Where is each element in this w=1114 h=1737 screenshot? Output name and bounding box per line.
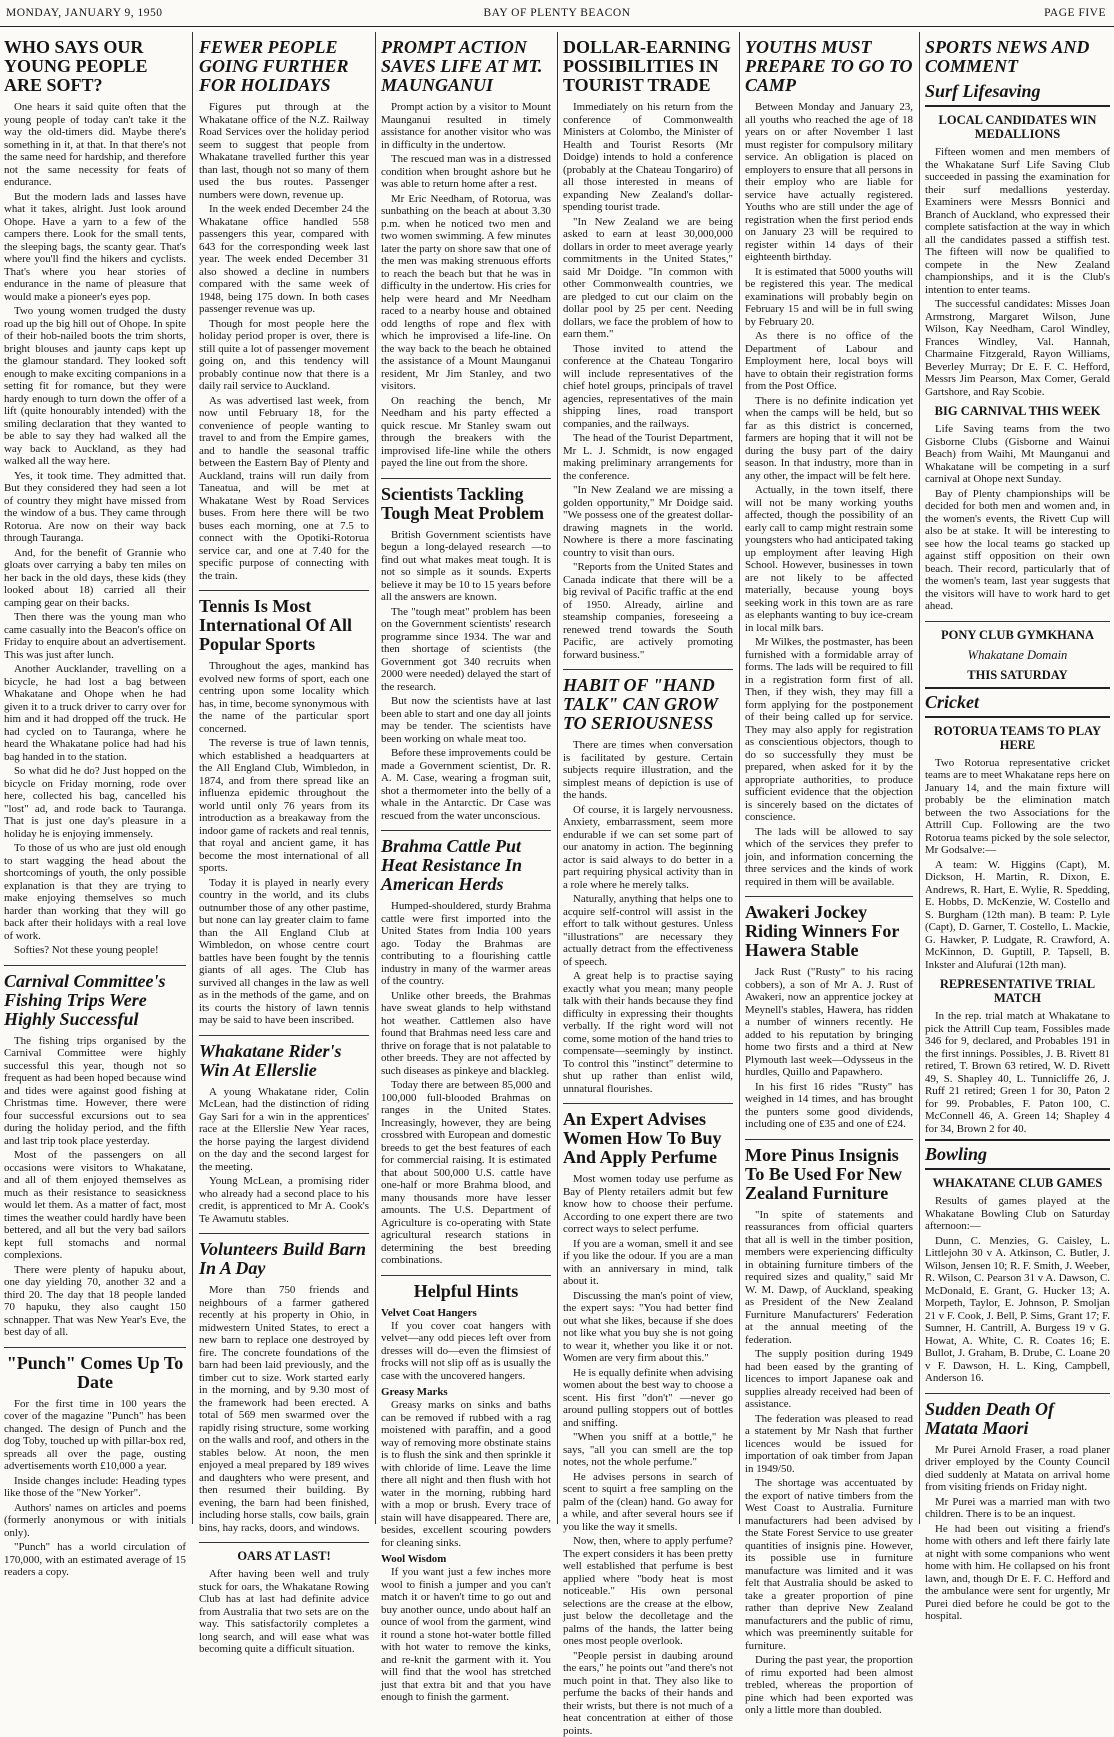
headline: ROTORUA TEAMS TO PLAY HERE: [925, 724, 1110, 752]
paragraph: The "tough meat" problem has been on the Government scientists' research programme since 1934. The war and then shortage of scientists (the Government got 340 recruits when 2000 were needed) delayed the start of the research.: [381, 606, 551, 694]
article-body: [563, 101, 733, 661]
paragraph: Of course, it is largely nervousness. Anxiety, embarrassment, seem more endurable if we can set some part of our anatomy in action. The beginning actor is said always to do better in a part requiring physical activity than in a role where he merely talks.: [563, 804, 733, 892]
paragraph: The fishing trips organised by the Carnival Committee were highly successful this year, though not so frequent as had been hoped because wind and tides were against good fishing at Christmas time. However, there were four successful excursions out to sea during the holiday period, and the fifth and last trip took place yesterday.: [4, 1035, 186, 1148]
paragraph: He advises persons in search of scent to squirt a free sampling on the palm of the (clean) hand. Go away for a while, and after several hours see if you like the way it smells.: [563, 1471, 733, 1534]
paragraph: "In spite of statements and reassurances from official quarters that all is well in the timber position, members were experiencing difficulty in obtaining furniture timbers of the required sizes and quality," said Mr W. M. Dawp, of Auckland, speaking as President of the New Zealand Furniture Manufacturers' Federation at the annual meeting of the federation.: [745, 1209, 913, 1347]
article-divider: [563, 1103, 733, 1104]
article-body: [199, 660, 369, 1027]
paragraph: Prompt action by a visitor to Mount Maunganui resulted in timely assistance for another visitor who was in difficulty in the undertow.: [381, 101, 551, 151]
paragraph: "Reports from the United States and Canada indicate that there will be a big revival of Pacific traffic at the end of 1950. Already, airline and steamship companies, foreseeing a renewed trend towards the South Pacific, are actively promoting forward business.": [563, 561, 733, 661]
column-6: [925, 32, 1110, 1524]
paragraph: He had been out visiting a friend's home with others and left there fairly late at night with some companions who went home with him. He collapsed on his front lawn, and, though Dr E. F. C. Hefford and the ambulance were sent for urgently, Mr Purei died before he could be got to the hospital.: [925, 1523, 1110, 1623]
notice-title: PONY CLUB GYMKHANA: [925, 628, 1110, 642]
subheading: Wool Wisdom: [381, 1553, 551, 1565]
headline: WHAKATANE CLUB GAMES: [925, 1176, 1110, 1190]
section-rule: [925, 687, 1110, 689]
headline: Brahma Cattle Put Heat Resistance In American Herds: [381, 837, 551, 894]
article-body: [381, 101, 551, 470]
paragraph: Figures put through at the Whakatane office of the N.Z. Railway Road Services over the holiday period seem to suggest that people from Whakatane travelled further this year than last, though not so many of them used the bus routes. Passenger numbers were down, revenue up.: [199, 101, 369, 201]
article-body: [4, 101, 186, 957]
paragraph: Jack Rust ("Rusty" to his racing cobbers), a son of Mr A. J. Rust of Awakeri, now an apprentice jockey at Meynell's stables, Hawera, has ridden a number of winners recently. He added to his reputation by bringing home two firsts and a third at New Plymouth last week—Odysseus in the hurdles, Quillo and Papawhero.: [745, 966, 913, 1079]
section-heading: Bowling: [925, 1145, 1110, 1164]
subheading: Greasy Marks: [381, 1386, 551, 1398]
article-tourist-trade: [563, 38, 733, 661]
article-body: [381, 900, 551, 1267]
headline: WHO SAYS OUR YOUNG PEOPLE ARE SOFT?: [4, 38, 186, 95]
paragraph: If you cover coat hangers with velvet—any odd pieces left over from dresses will do—even the flimsiest of frocks will not slip off as is usually the case with the uncovered hangers.: [381, 1320, 551, 1383]
paragraph: The rescued man was in a distressed condition when brought ashore but he was able to return home after a rest.: [381, 153, 551, 191]
column-rule: [919, 32, 920, 1524]
column-5: [745, 32, 913, 1524]
headline: OARS AT LAST!: [199, 1549, 369, 1563]
article-body: [745, 1209, 913, 1717]
paragraph: And, for the benefit of Grannie who gloats over carrying a baby ten miles on her back in the old days, these kids (they looked about 18) carried all their camping gear on their backs.: [4, 547, 186, 610]
article-divider: [199, 1233, 369, 1234]
paragraph: After having been well and truly stuck for oars, the Whakatane Rowing Club has at last had definite advice from Australia that two sets are on the way. This satisfactorily completes a long search, and will ease what was becoming quite a difficult situation.: [199, 1568, 369, 1656]
paragraph: Bay of Plenty championships will be decided for both men and women and, in the women's events, the Rivett Cup will also be at stake. It will be interesting to see how the local teams go stacked up against stiff opposition on their own beach. Their record, particularly that of the women's team, last year suggests that the visitors will have to work hard to get ahead.: [925, 488, 1110, 613]
paragraph: For the first time in 100 years the cover of the magazine "Punch" has been changed. The design of Punch and the dog Toby, touched up with pillar-box red, spreads all over the page, ousting advertisements worth £10,000 a year.: [4, 1398, 186, 1473]
headline: Awakeri Jockey Riding Winners For Hawera Stable: [745, 903, 913, 960]
headline: Helpful Hints: [381, 1282, 551, 1301]
paragraph: Two Rotorua representative cricket teams are to meet Whakatane reps here on January 14, and the main fixture will probably be the elimination match between the two Associations for the Attrill Cup. Following are the two Rotorua teams picked by the sole selector, Mr Godsalve:—: [925, 757, 1110, 857]
paragraph: It is estimated that 5000 youths will be registered this year. The medical examinations will probably begin on February 15 and will be in full swing by February 20.: [745, 266, 913, 329]
article-body: [4, 1035, 186, 1339]
gymkhana-notice: [925, 628, 1110, 682]
paragraph: Another Aucklander, travelling on a bicycle, he had lost a bag between Whakatane and Ohope when he had given it to a truck driver to carry over for him and it had dropped off the truck. He had cycled on to Tauranga, where he heard the Whakatane police had had his bag handed in to the station.: [4, 663, 186, 763]
subheading: Velvet Coat Hangers: [381, 1307, 551, 1319]
paragraph: As there is no office of the Department of Labour and Employment here, local boys will have to obtain their registration forms from the Post Office.: [745, 330, 913, 393]
article-pinus-insignis: [745, 1146, 913, 1717]
article-camp: [745, 38, 913, 888]
paragraph: Mr Purei was a married man with two children. There is to be an inquest.: [925, 1496, 1110, 1521]
paragraph: There is no definite indication yet when the camps will be held, but so far as this district is concerned, farmers are hoping that it will not be during the busy part of the dairy season. In that industry, more than in any other, the impact will be felt here.: [745, 395, 913, 483]
paragraph: But the modern lads and lasses have what it takes, alright. Just look around Ohope. Have a yarn to a few of the campers there. Look for the small tents, the sleeping bags, the scanty gear. That's where you'll find the hikers and cyclists. That's where you hear stories of endurance in the name of pleasure that would make a pioneer's eyes pop.: [4, 191, 186, 304]
paragraph: A great help is to practise saying exactly what you mean; many people talk with their hands because they find difficulty in expressing their thoughts verbally. If the right word will not come, some motion of the hand tries to compensate—seemingly by instinct. To control this "instinct" determine to shut up rather than enlist wild, unnatural flourishes.: [563, 970, 733, 1095]
article-divider: [4, 1347, 186, 1348]
article-body: [563, 1173, 733, 1737]
article-divider: [199, 590, 369, 591]
headline: Whakatane Rider's Win At Ellerslie: [199, 1042, 369, 1080]
headline: More Pinus Insignis To Be Used For New Zealand Furniture: [745, 1146, 913, 1203]
headline: Tennis Is Most International Of All Popular Sports: [199, 597, 369, 654]
paragraph: Immediately on his return from the conference of Commonwealth Ministers at Colombo, the Minister of Health and Tourist Resorts (Mr Doidge) intends to hold a conference (probably at the Chateau Tongariro) of all those interested in means of expanding New Zealand's dollar-spending tourist trade.: [563, 101, 733, 214]
paragraph: Then there was the young man who came casually into the Beacon's office on Friday to enquire about an advertisement. This was just after lunch.: [4, 611, 186, 661]
paragraph: Today it is played in nearly every country in the world, and its clubs outnumber those of any other pastime, but none can lay greater claim to fame than the All England Club at Wimbledon, on whose centre court battles have been fought by the tennis giants of all ages. The Club has survived all changes in the law as well as in the methods of the game, and on its courts the history of lawn tennis may be said to have been inscribed.: [199, 877, 369, 1027]
headline: FEWER PEOPLE GOING FURTHER FOR HOLIDAYS: [199, 38, 369, 95]
paragraph: To those of us who are just old enough to start wagging the head about the shortcomings of youth, the only possible explanation is that they are trying to make enjoying themselves so much harder than working that they will go back after their holidays with a real love of work.: [4, 842, 186, 942]
paragraph: "Punch" has a world circulation of 170,000, with an estimated average of 15 readers a copy.: [4, 1541, 186, 1579]
headline: An Expert Advises Women How To Buy And Apply Perfume: [563, 1110, 733, 1167]
article-holidays: [199, 38, 369, 582]
paragraph: Life Saving teams from the two Gisborne Clubs (Gisborne and Wainui Beach) from Waihi, Mt Maunganui and Whakatane will be competing in a surf carnival at Ohope next Sunday.: [925, 423, 1110, 486]
paragraph: In the rep. trial match at Whakatane to pick the Attrill Cup team, Fossibles made 346 for 9, declared, and Probables 191 in the first innings. Possibles, J. B. Rivett 81 retired, T. Brown 63 retired, W. D. Rivett 49, S. Shapley 40, L. Tunnicliffe 26, J. Ruff 21 retired; Green 1 for 30, Paton 2 for 99. Probables, F. Paton 100, C. McConnell 46, A. Green 14; Shapley 4 for 34, Brown 2 for 40.: [925, 1010, 1110, 1135]
section-rule: [925, 1168, 1110, 1170]
column-rule: [557, 32, 558, 1524]
paragraph: There were plenty of hapuku about, one day yielding 70, another 32 and a third 20. The day that 18 people landed 70 hapuku, they also caught 150 schnapper. That was New Year's Eve, the best day of all.: [4, 1264, 186, 1339]
article-sudden-death: [925, 1400, 1110, 1623]
headline: Carnival Committee's Fishing Trips Were Highly Successful: [4, 972, 186, 1029]
article-young-people: [4, 38, 186, 957]
paragraph: "In New Zealand we are missing a golden opportunity," Mr Doidge said. "We possess one of the greatest dollar-drawing magnets in the world. Nowhere is there a more fascinating country to visit than ours.: [563, 484, 733, 559]
section-title: SPORTS NEWS AND COMMENT: [925, 38, 1110, 76]
paragraph: Now, then, where to apply perfume? The expert considers it has been pretty well established that perfume is best applied where "body heat is most noticeable." His own personal selections are the crease at the elbow, just below the decolletage and the palms of the hands, the latter being ones most people overlook.: [563, 1535, 733, 1648]
paragraph: Between Monday and January 23, all youths who reached the age of 18 years on or after November 1 last must register for compulsory military service. An obligation is placed on employers to ensure that all persons in their employ who are liable for service have actually registered. Youths who are still under the age of registration when the first period ends on January 23 will be required to register within 14 days of their eighteenth birthday.: [745, 101, 913, 264]
article-divider: [925, 1393, 1110, 1394]
paragraph: If you want just a few inches more wool to finish a jumper and you can't match it or haven't time to go out and buy another ounce, undo about half an ounce of wool from the garment, wind it round a stone hot-water bottle filled with hot water to remove the kinks, and re-knit the garment with it. You will find that the wool has stretched just that extra bit and that you have enough to finish the garment.: [381, 1566, 551, 1704]
article-body: [381, 529, 551, 823]
article-divider: [563, 669, 733, 670]
section-heading: Cricket: [925, 693, 1110, 712]
headline: LOCAL CANDIDATES WIN MEDALLIONS: [925, 113, 1110, 141]
article-body: [745, 966, 913, 1131]
issue-date: MONDAY, JANUARY 9, 1950: [6, 7, 162, 19]
paragraph: The supply position during 1949 had been eased by the granting of licences to import Japanese oak and supplies already received had been of assistance.: [745, 1348, 913, 1411]
paragraph: Actually, in the town itself, there will not be many working youths affected, though the possibility of an early call to camp might restrain some youngsters who had anticipated taking up employment after leaving High School. However, businesses in town are not likely to be affected materially, because young boys seeking work in this town are as rare as elephants wanting to buy ice-cream in local milk bars.: [745, 484, 913, 634]
paragraph: But now the scientists have at last been able to start and one day all joints may be tender. The scientists have been working on whale meat too.: [381, 695, 551, 745]
notice-date: THIS SATURDAY: [925, 668, 1110, 682]
headline: DOLLAR-EARNING POSSIBILITIES IN TOURIST TRADE: [563, 38, 733, 95]
column-1: [4, 32, 186, 1524]
section-rule: [925, 105, 1110, 107]
article-body: [925, 1010, 1110, 1135]
paragraph: If you are a woman, smell it and see if you like the odour. If you are a man with an anniversary in mind, talk about it.: [563, 1238, 733, 1288]
article-divider: [199, 1542, 369, 1543]
article-medallions: [925, 113, 1110, 398]
paragraph: Though for most people here the holiday period proper is over, there is still quite a lot of passenger movement going on, and this tendency will probably continue now that there is a daily rail service to Auckland.: [199, 318, 369, 393]
article-body: [199, 101, 369, 582]
column-rule: [192, 32, 193, 1524]
section-rule: [925, 716, 1110, 718]
paragraph: Young McLean, a promising rider who already had a second place to his credit, is apprenticed to Mr A. Cook's Te Awamutu stables.: [199, 1175, 369, 1225]
paragraph: Fifteen women and men members of the Whakatane Surf Life Saving Club succeeded in passing the examination for their surf medallions yesterday. Examiners were Messrs Bonnici and Branch of Auckland, who expressed their complete satisfaction at the way in which all the candidates passed a stiffish test. The fifteen will now be qualified to compete in the New Zealand championships, and it is the Club's intention to enter teams.: [925, 146, 1110, 296]
paragraph: In the week ended December 24 the Whakatane office handled 558 passengers this year, compared with 643 for the corresponding week last year. The week ended December 31 also showed a decline in numbers compared with the same week of 1948, being 175 down. In both cases passenger revenue was up.: [199, 203, 369, 316]
article-jockey: [745, 903, 913, 1131]
section-heading: Surf Lifesaving: [925, 82, 1110, 101]
paragraph: Softies? Not these young people!: [4, 944, 186, 957]
paragraph: Mr Purei Arnold Fraser, a road planer driver employed by the County Council died suddenly at Matata on arrival home from visiting friends on Friday night.: [925, 1444, 1110, 1494]
paragraph: "When you sniff at a bottle," he says, "all you can smell are the top notes, not the whole perfume.": [563, 1431, 733, 1469]
article-body: [199, 1086, 369, 1226]
article-body: [563, 739, 733, 1095]
article-ellerslie: [199, 1042, 369, 1226]
paragraph: Most of the passengers on all occasions were visitors to Whakatane, and all of them enjoyed themselves as much as their resistance to seasickness would let them. As a matter of fact, most times the weather could hardly have been bettered, and all but the very bad sailors kept full stomachs and normal complexions.: [4, 1149, 186, 1262]
article-divider: [925, 621, 1110, 622]
paragraph: The successful candidates: Misses Joan Armstrong, Margaret Wilson, June Wilson, Kay Needham, Carol Windley, Frances Windley, Val. Hannah, Charmaine Fitzgerald, Rayon Williams, Beverley Murray; Dr E. F. C. Hefford, Messrs Jim Pearson, Max Comer, Gerald Gartshore, and Ray Scobie.: [925, 298, 1110, 398]
paragraph: Before these improvements could be made a Government scientist, Dr. R. A. M. Case, wearing a frogman suit, shot a thermometer into the belly of a whale in the Antarctic. Dr Case was rescued from the water unconscious.: [381, 747, 551, 822]
paragraph: So what did he do? Just hopped on the bicycle on Friday morning, rode over here, collected his bag, cancelled his "lost" ad, and rode back to Tauranga. That is just one day's pleasure in a holiday he is enjoying immensely.: [4, 765, 186, 840]
paragraph: Throughout the ages, mankind has evolved new forms of sport, each one centring upon some locality which has, in time, become synonymous with the name of the particular sport concerned.: [199, 660, 369, 735]
notice-venue: Whakatane Domain: [925, 648, 1110, 662]
paragraph: A team: W. Higgins (Capt), M. Dickson, H. Martin, R. Dixon, E. Andrews, R. Hart, E. Wylie, R. Spedding, E. Hobbs, D. McKenzie, W. Costello and S. Burgham (12th man). B team: P. Lyle (Capt), D. Garner, T. Costello, L. Mackie, G. Hawker, P. Ludgate, R. Crawford, A. McKinnon, D. Guptill, P. Tapsell, B. Inkster and Alufurai (12th man).: [925, 859, 1110, 972]
paragraph: The lads will be allowed to say which of the services they prefer to join, and information concerning the three services and the kinds of work required in them will be available.: [745, 826, 913, 889]
column-2: [199, 32, 369, 1524]
article-rescue: [381, 38, 551, 470]
paragraph: "People persist in daubing around the ears," he points out "and there's not much point in that. They also like to perfume the backs of their hands and their wrists, but there is not much of a heat concentration at either of those points.: [563, 1650, 733, 1737]
article-helpful-hints: [381, 1282, 551, 1704]
paragraph: The head of the Tourist Department, Mr L. J. Schmidt, is now engaged making preliminary arrangements for the conference.: [563, 432, 733, 482]
paragraph: As was advertised last week, from now until February 18, for the convenience of people wanting to travel to and from the Empire games, and to handle the seasonal traffic between the Eastern Bay of Plenty and Auckland, trains will run daily from Taneatua, and will be met at Whakatane West by Road Services buses. From here there will be two buses each morning, one at 7.5 to connect with the Opotiki-Rotorua service car, and one at 7.40 for the specific purpose of connecting with the train.: [199, 395, 369, 583]
paragraph: In his first 16 rides "Rusty" has weighed in 14 times, and has brought the punters some good dividends, including one of £35 and one of £24.: [745, 1081, 913, 1131]
article-body: [199, 1284, 369, 1534]
article-rotorua-teams: [925, 724, 1110, 972]
paragraph: The federation was pleased to read a statement by Mr Nash that further licences would be issued for importation of oak timber from Japan in 1949/50.: [745, 1413, 913, 1476]
paragraph: Mr Eric Needham, of Rotorua, was sunbathing on the beach at about 3.30 p.m. when he noticed two men and two women swimming. A few minutes later the party on shore saw that one of the men was making strenuous efforts to reach the beach but that he was in difficulty in the undertow. His cries for help were heard and Mr Needham raced to a nearby house and obtained odd lengths of rope and flex with which he improvised a life-line. On the way back to the beach he obtained the assistance of a Mount Maunganui resident, Mr Jim Stanley, and two visitors.: [381, 193, 551, 393]
paragraph: Yes, it took time. They admitted that. But they considered they had seen a lot of country they might have missed from the window of a bus. They came through Rotorua. Are now on their way back through Tauranga.: [4, 470, 186, 545]
article-carnival: [925, 404, 1110, 613]
article-tough-meat: [381, 485, 551, 823]
paragraph: Unlike other breeds, the Brahmas have sweat glands to help withstand hot weather. Cattlemen also have found that Brahmas need less care and thrive on forage that is not palatable to other breeds. They are not affected by such diseases as pinkeye and blackleg.: [381, 990, 551, 1078]
article-fishing-trips: [4, 972, 186, 1339]
headline: YOUTHS MUST PREPARE TO GO TO CAMP: [745, 38, 913, 95]
paragraph: There are times when conversation is facilitated by gesture. Certain subjects require illustration, and the simplest means of depiction is use of the hands.: [563, 739, 733, 802]
paragraph: Those invited to attend the conference at the Chateau Tongariro will include representatives of the chief hotel groups, principals of travel agencies, representatives of the main shipping lines, road transport companies, and the railways.: [563, 343, 733, 431]
column-4: [563, 32, 733, 1524]
column-3: [381, 32, 551, 1524]
paragraph: British Government scientists have begun a long-delayed research —to find out what makes meat tough. It is not so simple as it sounds. Experts believe it may be 10 to 15 years before all the answers are known.: [381, 529, 551, 604]
paragraph: Authors' names on articles and poems (formerly anonymous or with initials only).: [4, 1502, 186, 1540]
paragraph: Today there are between 85,000 and 100,000 full-blooded Brahmas on ranges in the United States. Increasingly, however, they are being crossbred with European and domestic breeds to get the best features of each for commercial raising. It is estimated that about 500,000 U.S. cattle have one-half or more Brahma blood, and many thousands more have lesser amounts. The U.S. Department of Agriculture is co-operating with State agricultural research stations in determining the best breeding combinations.: [381, 1079, 551, 1267]
paragraph: Humped-shouldered, sturdy Brahma cattle were first imported into the United States from India 100 years ago. Today the Brahmas are contributing to a flourishing cattle industry in many of the warmer areas of the country.: [381, 900, 551, 988]
article-trial-match: [925, 977, 1110, 1135]
article-body: [199, 1568, 369, 1656]
article-body: [925, 757, 1110, 972]
article-divider: [381, 830, 551, 831]
column-rule: [375, 32, 376, 1524]
article-body: [925, 146, 1110, 398]
paragraph: Results of games played at the Whakatane Bowling Club on Saturday afternoon:—: [925, 1195, 1110, 1233]
article-body: [925, 1444, 1110, 1623]
article-divider: [745, 896, 913, 897]
headline: PROMPT ACTION SAVES LIFE AT MT. MAUNGANUI: [381, 38, 551, 95]
column-rule: [739, 32, 740, 1524]
headline: HABIT OF "HAND TALK" CAN GROW TO SERIOUSNESS: [563, 676, 733, 733]
article-divider: [381, 478, 551, 479]
paragraph: During the past year, the proportion of rimu exported had been almost trebled, whereas the proportion of pine which had been exported was only a little more than doubled.: [745, 1654, 913, 1717]
paragraph: Mr Wilkes, the postmaster, has been furnished with a formidable array of forms. The lads will be required to fill in a registration form first of all. Then, if they wish, they may fill a form applying for the postponement of their being called up for service. They may also apply for registration as conscientious objectors, though to do so successfully they must be prepared, when asked for it by the appropriate authorities, to produce sufficient evidence that the objection is sincerely based on the dictates of conscience.: [745, 636, 913, 824]
headline: REPRESENTATIVE TRIAL MATCH: [925, 977, 1110, 1005]
article-divider: [745, 1139, 913, 1140]
paragraph: Naturally, anything that helps one to acquire self-control will assist in the effort to talk without gestures. Unless "illustrations" are necessary they actually detract from the effectiveness of speech.: [563, 893, 733, 968]
article-punch: [4, 1354, 186, 1579]
headline: Volunteers Build Barn In A Day: [199, 1240, 369, 1278]
headline: BIG CARNIVAL THIS WEEK: [925, 404, 1110, 418]
paragraph: Dunn, C. Menzies, G. Caisley, L. Littlejohn 30 v A. Atkinson, C. Butler, J. Wilson, Jensen 10; R. F. Smith, J. Weeber, R. Wilson, C. Pearson 31 v A. Dawson, C. McDonald, E. Grant, G. Hucker 13; A. Morpeth, Taylor, E. Johnson, P. Smoljan 21 v F. Cook, J. Bell, P. Sims, Grant 17; F. Sumner, H. Cantrill, A. Burgess 19 v G. Howat, A. White, C. R. Coates 16; E. Bullot, J. Graham, B. Drube, C. Loane 20 v F. Dawson, H. L. King, Campbell, Anderson 16.: [925, 1235, 1110, 1385]
article-body: [4, 1398, 186, 1579]
article-body: [745, 101, 913, 888]
section-rule: [925, 1139, 1110, 1141]
article-body: [925, 1195, 1110, 1385]
paragraph: The shortage was accentuated by the export of native timbers from the West Coast to Australia. Furniture manufacturers had been advised by the State Forest Service to use greater quantities of insignis pine. However, its possible use in furniture manufacture was limited and it was felt that Australia should be asked to take a greater proportion of pine rather than deprive New Zealand manufacturers and the public of rimu, which was preeminently suitable for furniture.: [745, 1477, 913, 1652]
article-divider: [381, 1275, 551, 1276]
paragraph: On reaching the bench, Mr Needham and his party effected a quick rescue. Mr Stanley swam out through the breakers with the improvised life-line while the others payed the line out from the shore.: [381, 395, 551, 470]
paragraph: Inside changes include: Heading types like those of the "New Yorker".: [4, 1475, 186, 1500]
page-number: PAGE FIVE: [1044, 7, 1106, 19]
article-tennis: [199, 597, 369, 1027]
article-perfume: [563, 1110, 733, 1737]
article-divider: [4, 965, 186, 966]
newspaper-title: BAY OF PLENTY BEACON: [0, 7, 1114, 19]
article-brahma: [381, 837, 551, 1267]
paragraph: Two young women trudged the dusty road up the big hill out of Ohope. In spite of their hob-nailed boots the trim shorts, bright blouses and jaunty caps kept up the glamour standard. They looked soft enough to make exciting companions in a setting fit for romance, but they were hardy enough to turn down the offer of a lift (quite honourably intended) with the smiling declaration that they wanted to be able to say they had walked all the way back to Auckland, as they had walked all the way here.: [4, 305, 186, 468]
paragraph: Most women today use perfume as Bay of Plenty retailers admit but few know how to choose their perfume. According to one expert there are two correct ways to select perfume.: [563, 1173, 733, 1236]
paragraph: "In New Zealand we are being asked to earn at least 30,000,000 dollars in order to meet average yearly commitments in the United States," said Mr Doidge. "In common with other Commonwealth countries, we are pledged to cut our claim on the dollar pool by 25 per cent. Needing dollars, we face the problem of how to earn them.": [563, 216, 733, 341]
paragraph: One hears it said quite often that the young people of today can't take it the way the old-timers did. Maybe there's something in it, at that. In that there's not the same need for hardship, and therefore not the same necessity for feats of endurance.: [4, 101, 186, 189]
paragraph: He is equally definite when advising women about the best way to choose a scent. His first "don't" —never go around pulling stoppers out of bottles and sniffing.: [563, 1367, 733, 1430]
article-hand-talk: [563, 676, 733, 1095]
paragraph: More than 750 friends and neighbours of a farmer gathered recently at his property in Ohio, in midwestern United States, to erect a new barn to replace one destroyed by fire. The concrete foundations of the barn had been laid previously, and the timber cut to size. Work started early in the morning, and by 9.30 most of the framework had been erected. A total of 569 men swarmed over the rapidly rising structure, some working on the walls and roof, and others in the stables below. At noon, the men enjoyed a meal prepared by 189 wives and daughters who were present, and then resumed their building. By evening, the barn had been finished, including horse stalls, cow bails, grain bins, hay racks, doors, and windows.: [199, 1284, 369, 1534]
article-body: [925, 423, 1110, 613]
article-divider: [199, 1035, 369, 1036]
headline: Scientists Tackling Tough Meat Problem: [381, 485, 551, 523]
article-barn: [199, 1240, 369, 1534]
headline: "Punch" Comes Up To Date: [4, 1354, 186, 1392]
paragraph: The reverse is true of lawn tennis, which established a headquarters at the All England Club, Wimbledon, in 1874, and from there spread like an influenza epidemic throughout the world until only 76 years from its introduction as a breakaway from the indoor game of rackets and real tennis, that royal and ancient game, it has become the most international of all sports.: [199, 737, 369, 875]
paragraph: Discussing the man's point of view, the expert says: "You had better find out what she likes, because if she does not like what you buy she is not going to wear it, whether you like it or not. Women are very firm about this.": [563, 1290, 733, 1365]
article-bowling: [925, 1176, 1110, 1385]
masthead: [0, 0, 1114, 27]
paragraph: Greasy marks on sinks and baths can be removed if rubbed with a rag moistened with paraffin, and a good way of removing more obstinate stains is to flush the sink and then sprinkle it with chloride of lime. Leave the lime there all night and then flush with hot water in the morning, rubbing hard with a mop or brush. Every trace of stain will have disappeared. There are, besides, excellent scouring powders for cleaning sinks.: [381, 1399, 551, 1549]
paragraph: A young Whakatane rider, Colin McLean, had the distinction of riding Gay Sari for a win in the apprentices' race at the Ellerslie New Year races, the horse paying the largest dividend on the day and the second largest for the meeting.: [199, 1086, 369, 1174]
article-oars: [199, 1549, 369, 1656]
headline: Sudden Death Of Matata Maori: [925, 1400, 1110, 1438]
